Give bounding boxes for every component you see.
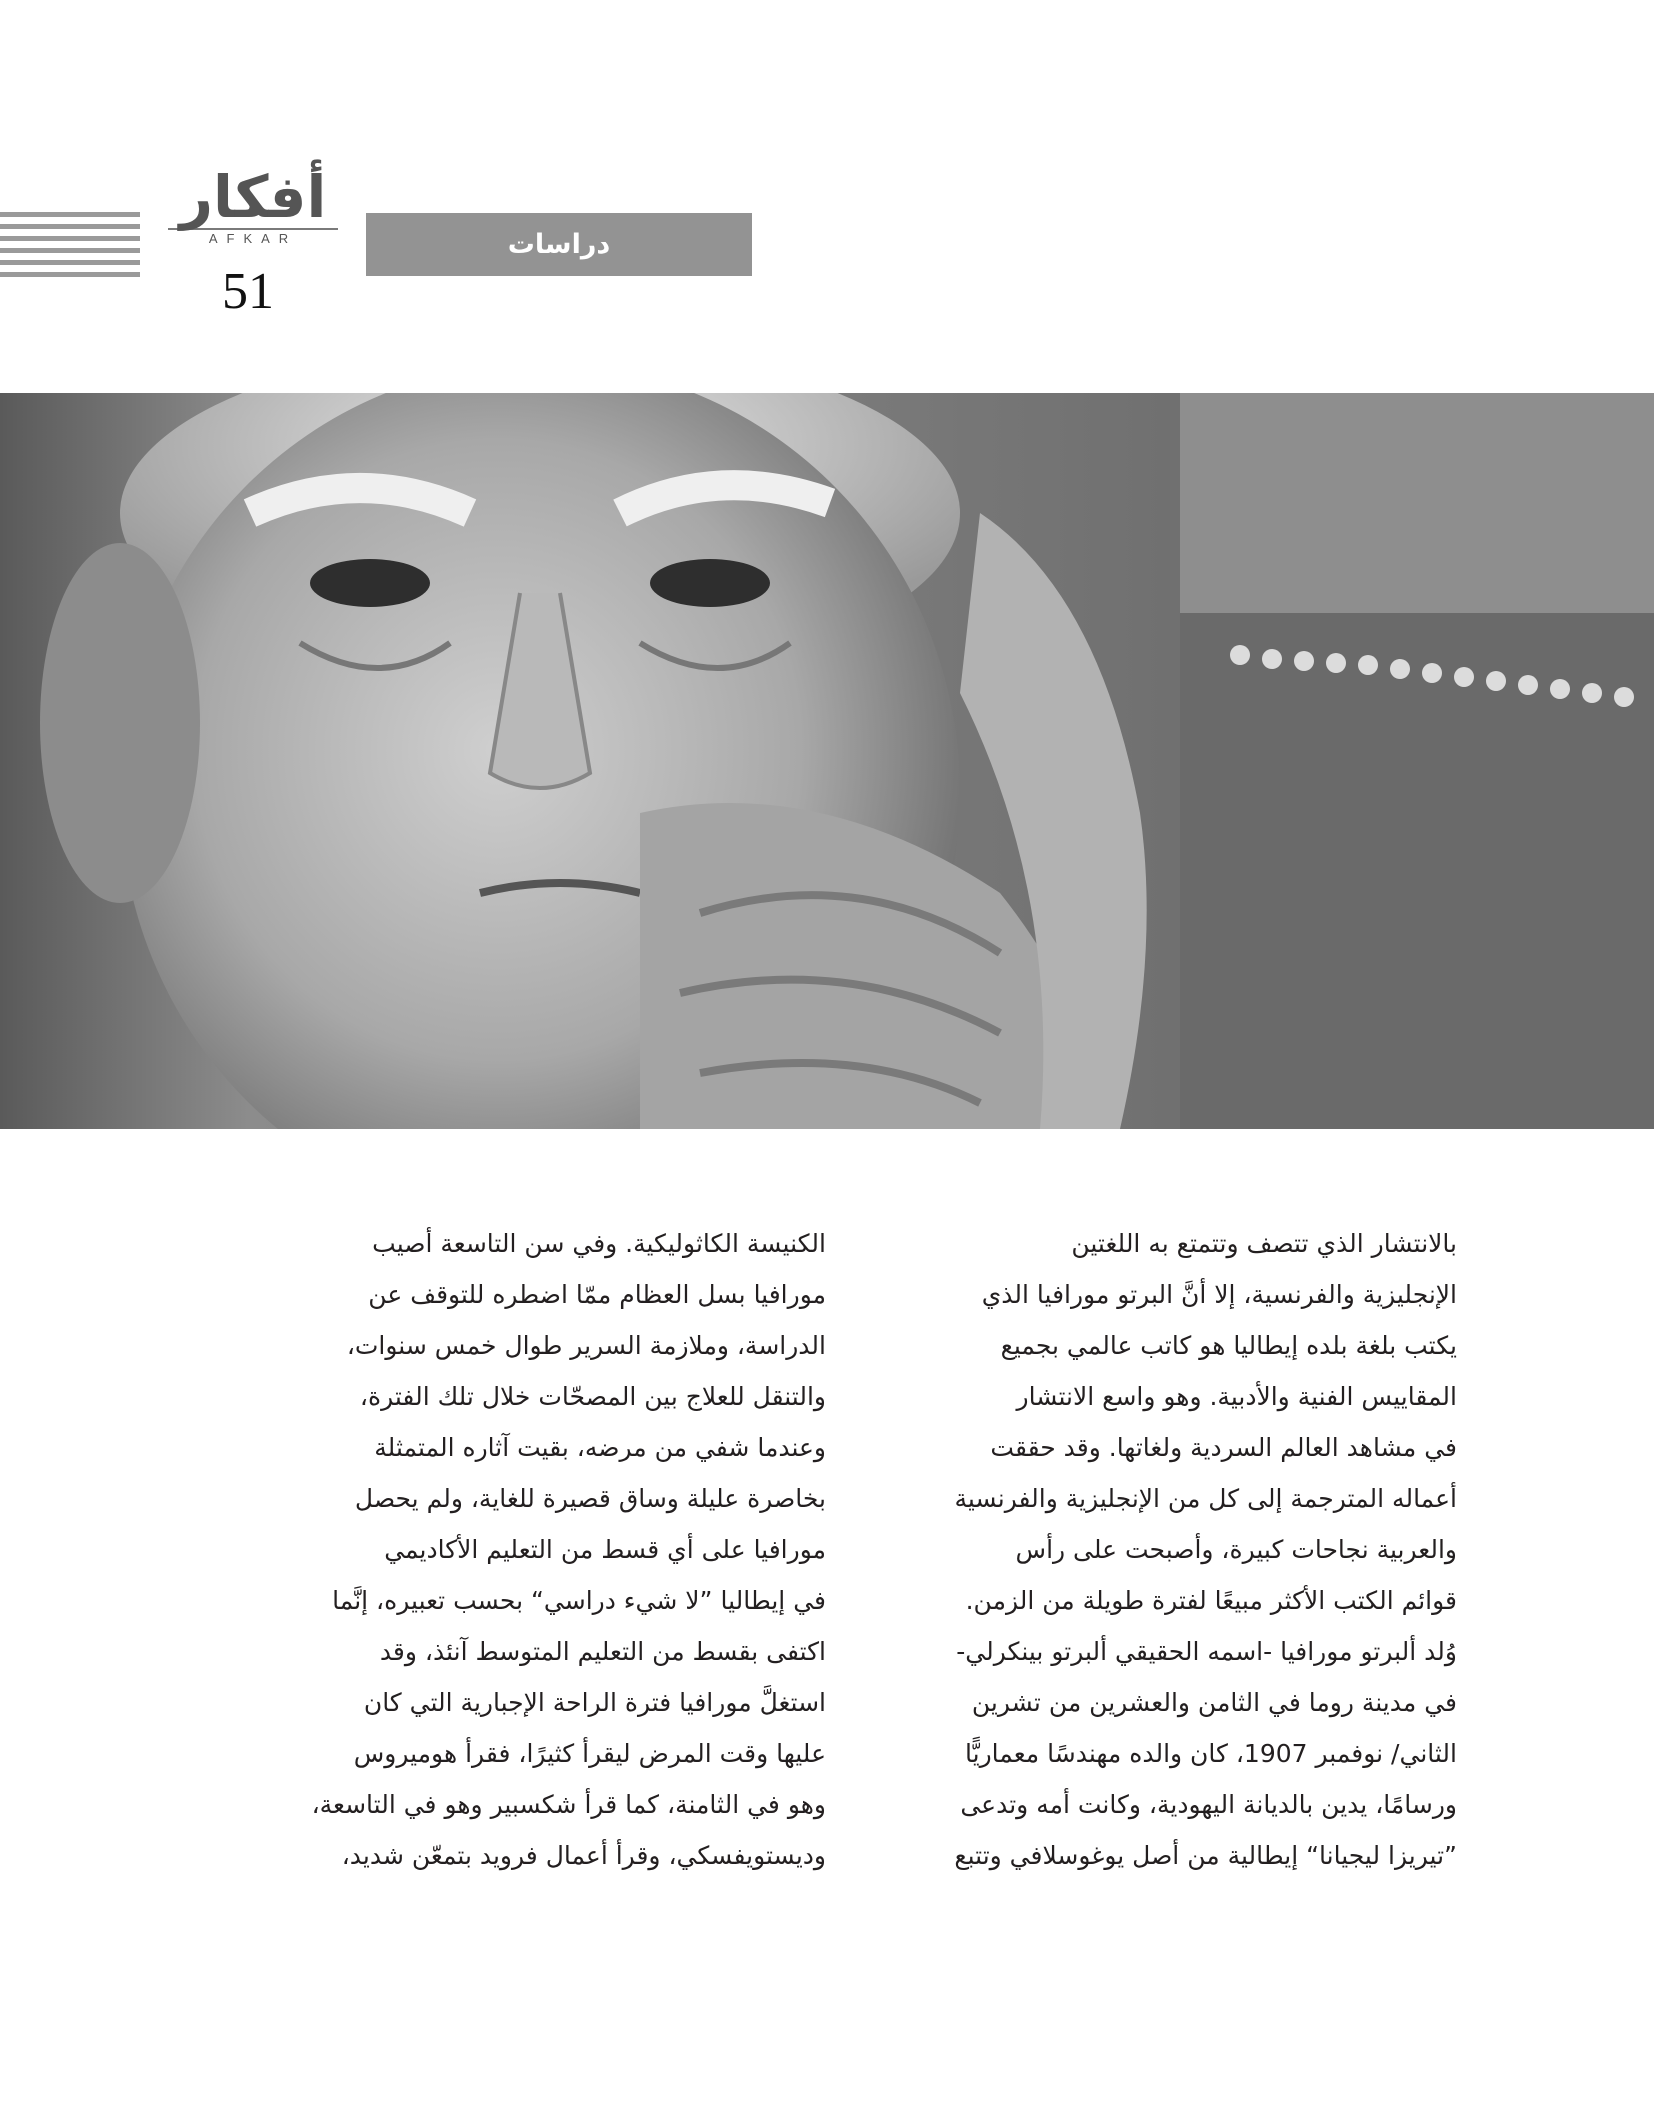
article-line: المقاييس الفنية والأدبية. وهو واسع الانتشار xyxy=(1016,1382,1457,1411)
article-column-right xyxy=(905,1218,1457,1881)
magazine-logo xyxy=(168,163,338,246)
article-column-left xyxy=(270,1218,826,1881)
logo-latin-text: AFKAR xyxy=(168,228,338,246)
article-line: ”تيريزا ليجيانا“ إيطالية من أصل يوغوسلافي وتتبع xyxy=(954,1841,1457,1870)
article-line: ورسامًا، يدين بالديانة اليهودية، وكانت أمه وتدعى xyxy=(960,1790,1457,1819)
article-line: الإنجليزية والفرنسية، إلا أنَّ البرتو مورافيا الذي xyxy=(981,1280,1457,1309)
article-line: في مدينة روما في الثامن والعشرين من تشرين xyxy=(971,1688,1457,1717)
article-line: والتنقل للعلاج بين المصحّات خلال تلك الفترة، xyxy=(359,1382,826,1411)
header-decorative-stripes xyxy=(0,212,140,278)
article-line: وديستويفسكي، وقرأ أعمال فرويد بتمعّن شديد، xyxy=(341,1841,826,1870)
section-banner: دراسات xyxy=(366,213,752,276)
article-line: في إيطاليا ”لا شيء دراسي“ بحسب تعبيره، إنَّما xyxy=(332,1586,826,1615)
article-line: الثاني/ نوفمبر 1907، كان والده مهندسًا معماريًّا xyxy=(965,1739,1457,1768)
article-line: بخاصرة عليلة وساق قصيرة للغاية، ولم يحصل xyxy=(354,1484,826,1513)
portrait-photo-icon xyxy=(0,393,1654,1129)
article-line: في مشاهد العالم السردية ولغاتها. وقد حققت xyxy=(990,1433,1457,1462)
logo-arabic-text: أفكار xyxy=(179,163,327,231)
article-line: عليها وقت المرض ليقرأ كثيرًا، فقرأ هوميروس xyxy=(353,1739,826,1768)
page-number: 51 xyxy=(222,263,274,320)
article-line: اكتفى بقسط من التعليم المتوسط آنئذ، وقد xyxy=(379,1637,826,1666)
article-line: يكتب بلغة بلده إيطاليا هو كاتب عالمي بجميع xyxy=(1000,1331,1457,1360)
article-line: مورافيا بسل العظام ممّا اضطره للتوقف عن xyxy=(368,1280,826,1309)
article-line: مورافيا على أي قسط من التعليم الأكاديمي xyxy=(384,1535,826,1564)
article-line: الكنيسة الكاثوليكية. وفي سن التاسعة أصيب xyxy=(372,1229,826,1258)
article-line: وُلد ألبرتو مورافيا -اسمه الحقيقي ألبرتو بينكرلي- xyxy=(956,1637,1457,1666)
article-line: الدراسة، وملازمة السرير طوال خمس سنوات، xyxy=(346,1331,826,1360)
article-line: وعندما شفي من مرضه، بقيت آثاره المتمثلة xyxy=(374,1433,826,1462)
portrait-photo xyxy=(0,393,1654,1129)
article-line: أعماله المترجمة إلى كل من الإنجليزية والفرنسية xyxy=(954,1484,1457,1513)
article-line: والعربية نجاحات كبيرة، وأصبحت على رأس xyxy=(1015,1535,1457,1564)
article-line: قوائم الكتب الأكثر مبيعًا لفترة طويلة من الزمن. xyxy=(965,1586,1457,1615)
article-line: وهو في الثامنة، كما قرأ شكسبير وهو في التاسعة، xyxy=(311,1790,826,1819)
article-line: بالانتشار الذي تتصف وتتمتع به اللغتين xyxy=(1071,1229,1457,1258)
article-line: استغلَّ مورافيا فترة الراحة الإجبارية التي كان xyxy=(363,1688,826,1717)
